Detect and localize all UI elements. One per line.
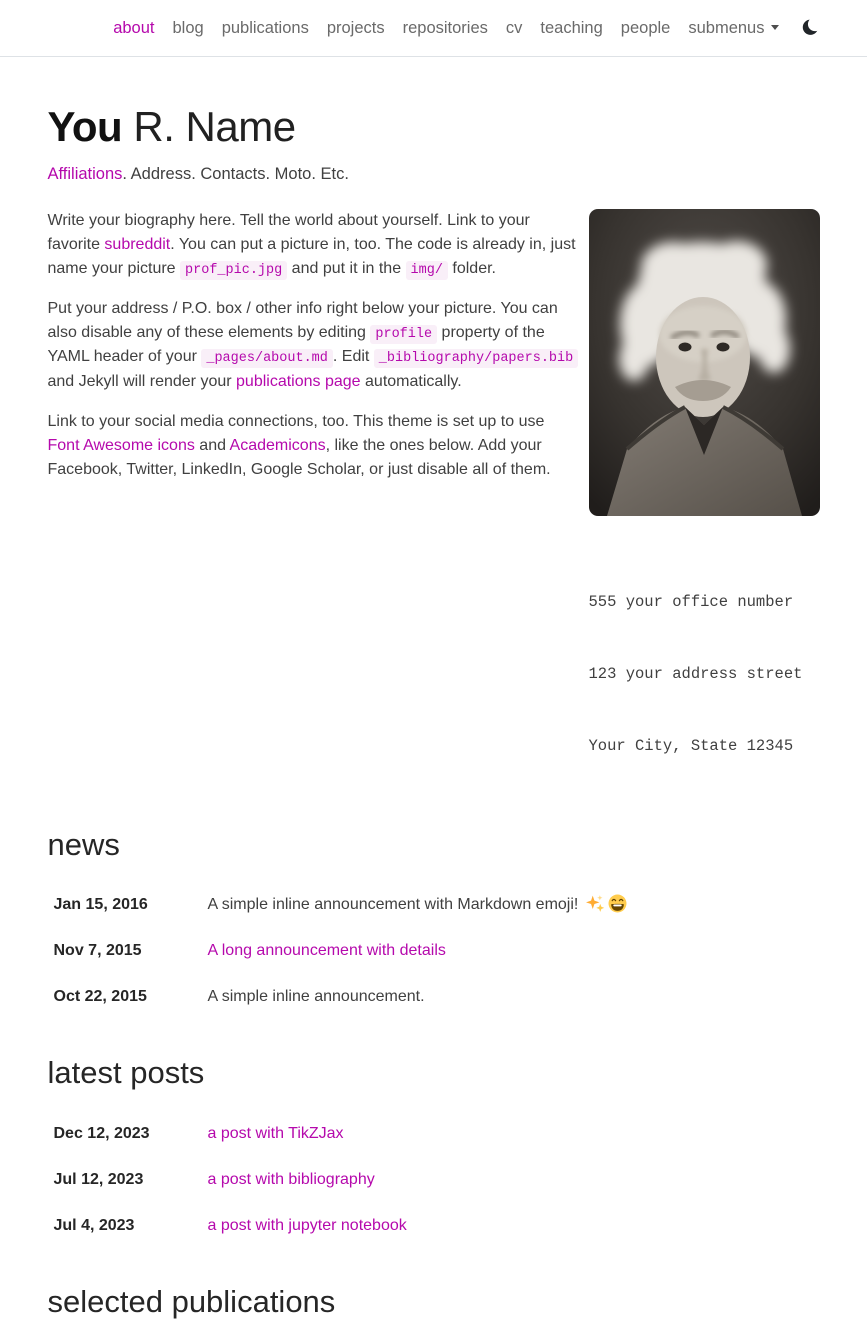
news-row-description	[208, 939, 820, 963]
nav-item-cv[interactable]: cv	[505, 18, 523, 37]
news-row	[48, 974, 820, 1020]
bio-paragraph	[48, 297, 580, 394]
nav-item-teaching[interactable]: teaching	[540, 18, 603, 37]
nav-item-projects[interactable]: projects	[326, 18, 385, 37]
post-row	[48, 1157, 820, 1203]
tagline-rest: . Address. Contacts. Moto. Etc.	[122, 165, 349, 184]
text-span: Write your biography here. Tell the world about yourself. Link to your favorite	[47, 211, 530, 253]
news-row-description	[208, 893, 820, 917]
text-span: . Edit	[332, 348, 374, 366]
selected-publications-heading: selected publications	[47, 1283, 336, 1319]
contact-address	[589, 542, 820, 806]
text-span: A simple inline announcement with Markdown emoji!	[207, 896, 583, 914]
title-last-name: R. Name	[122, 103, 296, 150]
bio-paragraph	[48, 209, 580, 281]
post-row-date: Dec 12, 2023	[53, 1124, 150, 1142]
text-span: property of the YAML header of your	[47, 324, 545, 366]
inline-link[interactable]: publications page	[236, 372, 361, 390]
news-heading: news	[47, 826, 120, 862]
inline-code: _pages/about.md	[201, 349, 333, 368]
inline-code: _bibliography/papers.bib	[374, 349, 578, 368]
inline-link[interactable]: Font Awesome icons	[47, 436, 195, 454]
address-line: Your City, State 12345	[588, 736, 794, 755]
news-row	[48, 928, 820, 974]
post-row-link[interactable]: a post with TikZJax	[207, 1124, 344, 1142]
nav-item-publications[interactable]: publications	[221, 18, 309, 37]
text-span: folder.	[447, 259, 496, 277]
text-span: and Jekyll will render your	[47, 372, 237, 390]
post-row-description	[208, 1214, 820, 1238]
main-content	[48, 57, 820, 1325]
address-line: 555 your office number	[588, 592, 794, 611]
text-span: and	[194, 436, 230, 454]
biography	[48, 209, 580, 498]
top-navbar	[0, 0, 867, 57]
title-first-name: You	[47, 103, 123, 150]
moon-icon	[802, 18, 820, 39]
inline-code: img/	[406, 261, 448, 280]
news-row-date: Jan 15, 2016	[53, 896, 148, 914]
news-list	[48, 882, 820, 1020]
news-row-date: Oct 22, 2015	[53, 988, 147, 1006]
latest-posts-heading: latest posts	[47, 1055, 205, 1091]
nav-item-blog[interactable]: blog	[172, 18, 204, 37]
nav-item-submenus[interactable]: submenus	[679, 16, 787, 41]
nav-item-about[interactable]: about	[113, 18, 155, 37]
tagline	[48, 162, 820, 187]
affiliations-link[interactable]: Affiliations	[47, 165, 123, 184]
nav-item-repositories[interactable]: repositories	[402, 18, 488, 37]
inline-link[interactable]: Academicons	[229, 436, 326, 454]
grin-emoji-icon	[605, 896, 627, 913]
latest-posts-list	[48, 1111, 820, 1249]
chevron-down-icon	[771, 25, 779, 30]
profile-photo	[589, 209, 820, 516]
dark-mode-toggle[interactable]	[802, 18, 820, 39]
news-row	[48, 882, 820, 928]
text-span: . You can put a picture in, too. The code is already in, just name your picture	[47, 235, 576, 277]
navbar-items	[48, 16, 820, 41]
text-span: , like the ones below. Add your Facebook, Twitter, LinkedIn, Google Scholar, or just disable all of them.	[47, 436, 551, 478]
bio-paragraph	[48, 410, 580, 482]
inline-code: profile	[370, 325, 437, 344]
about-section	[48, 209, 820, 806]
text-span: A simple inline announcement.	[207, 988, 425, 1006]
post-row-link[interactable]: a post with jupyter notebook	[207, 1216, 407, 1234]
inline-code: prof_pic.jpg	[180, 261, 287, 280]
sparkles-icon	[583, 896, 605, 913]
text-span: Put your address / P.O. box / other info right below your picture. You can also disable any of these elements by editing	[47, 300, 558, 342]
text-span: and put it in the	[287, 259, 406, 277]
inline-link[interactable]: subreddit	[104, 235, 171, 253]
address-line: 123 your address street	[588, 664, 803, 683]
post-row	[48, 1111, 820, 1157]
text-span: automatically.	[360, 372, 462, 390]
nav-item-people[interactable]: people	[620, 18, 671, 37]
news-row-date: Nov 7, 2015	[53, 942, 142, 960]
post-row	[48, 1203, 820, 1249]
text-span: Link to your social media connections, too. This theme is set up to use	[47, 412, 545, 430]
page-title	[48, 104, 820, 150]
profile-column	[589, 209, 820, 806]
news-row-description	[208, 985, 820, 1009]
post-row-link[interactable]: a post with bibliography	[207, 1170, 375, 1188]
news-row-link[interactable]: A long announcement with details	[207, 942, 446, 960]
post-row-description	[208, 1168, 820, 1192]
post-row-date: Jul 12, 2023	[53, 1170, 144, 1188]
post-row-description	[208, 1122, 820, 1146]
post-row-date: Jul 4, 2023	[53, 1216, 135, 1234]
